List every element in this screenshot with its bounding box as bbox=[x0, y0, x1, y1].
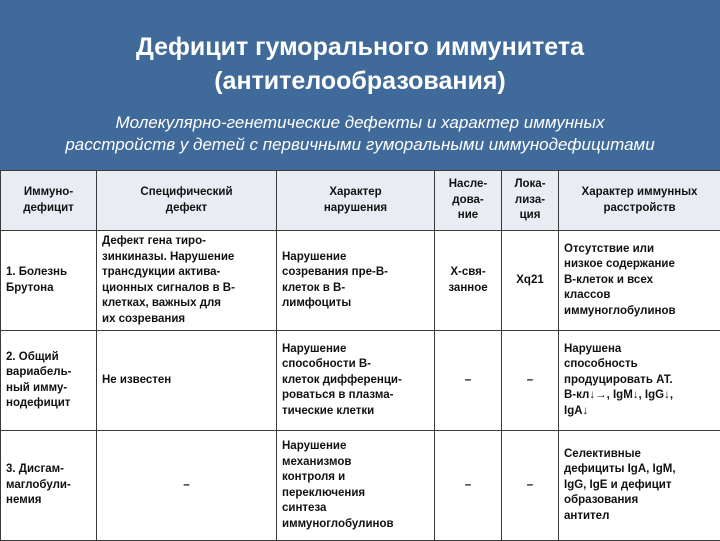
title-line-1: Дефицит гуморального иммунитета bbox=[0, 30, 720, 64]
header-immunodeficiency: Иммуно- дефицит bbox=[1, 171, 97, 231]
table-row bbox=[1, 231, 720, 331]
cell-inheritance: – bbox=[435, 431, 502, 541]
cell-immunodeficiency: 3. Дисгам- маглобули- немия bbox=[1, 431, 97, 541]
cell-immune-disorders: Отсутствие или низкое содержание В-клеток и всех классов иммуноглобулинов bbox=[559, 231, 720, 331]
header-specific-defect: Специфический дефект bbox=[97, 171, 277, 231]
cell-localization: Xq21 bbox=[502, 231, 559, 331]
cell-specific-defect: – bbox=[97, 431, 277, 541]
cell-immunodeficiency: 2. Общий вариабель- ный имму- нодефицит bbox=[1, 331, 97, 431]
slide-title bbox=[0, 30, 720, 98]
table-row bbox=[1, 331, 720, 431]
header-localization: Лока- лиза- ция bbox=[502, 171, 559, 231]
subtitle-line-1: Молекулярно-генетические дефекты и характер иммунных bbox=[0, 112, 720, 134]
cell-specific-defect: Не известен bbox=[97, 331, 277, 431]
table-row bbox=[1, 431, 720, 541]
slide-subtitle bbox=[0, 112, 720, 156]
subtitle-line-2: расстройств у детей с первичными гуморальными иммунодефицитами bbox=[0, 134, 720, 156]
table-header-row bbox=[1, 171, 720, 231]
cell-immunodeficiency: 1. Болезнь Брутона bbox=[1, 231, 97, 331]
cell-localization: – bbox=[502, 431, 559, 541]
cell-immune-disorders: Нарушена способность продуцировать АТ. В-кл↓→, IgM↓, IgG↓, IgA↓ bbox=[559, 331, 720, 431]
cell-inheritance: Х-свя- занное bbox=[435, 231, 502, 331]
title-line-2: (антителообразования) bbox=[0, 64, 720, 98]
cell-inheritance: – bbox=[435, 331, 502, 431]
cell-localization: – bbox=[502, 331, 559, 431]
immunodeficiency-table bbox=[0, 170, 720, 541]
cell-disorder-nature: Нарушение созревания пре-В- клеток в В- лимфоциты bbox=[277, 231, 435, 331]
cell-disorder-nature: Нарушение механизмов контроля и переключения синтеза иммуноглобулинов bbox=[277, 431, 435, 541]
cell-disorder-nature: Нарушение способности В- клеток дифференци- роваться в плазма- тические клетки bbox=[277, 331, 435, 431]
header-inheritance: Насле- дова- ние bbox=[435, 171, 502, 231]
cell-immune-disorders: Селективные дефициты IgA, IgM, IgG, IgE и дефицит образования антител bbox=[559, 431, 720, 541]
header-immune-disorders: Характер иммунных расстройств bbox=[559, 171, 720, 231]
cell-specific-defect: Дефект гена тиро- зинкиназы. Нарушение трансдукции актива- ционных сигналов в В- клетках, важных для их созревания bbox=[97, 231, 277, 331]
header-disorder-nature: Характер нарушения bbox=[277, 171, 435, 231]
